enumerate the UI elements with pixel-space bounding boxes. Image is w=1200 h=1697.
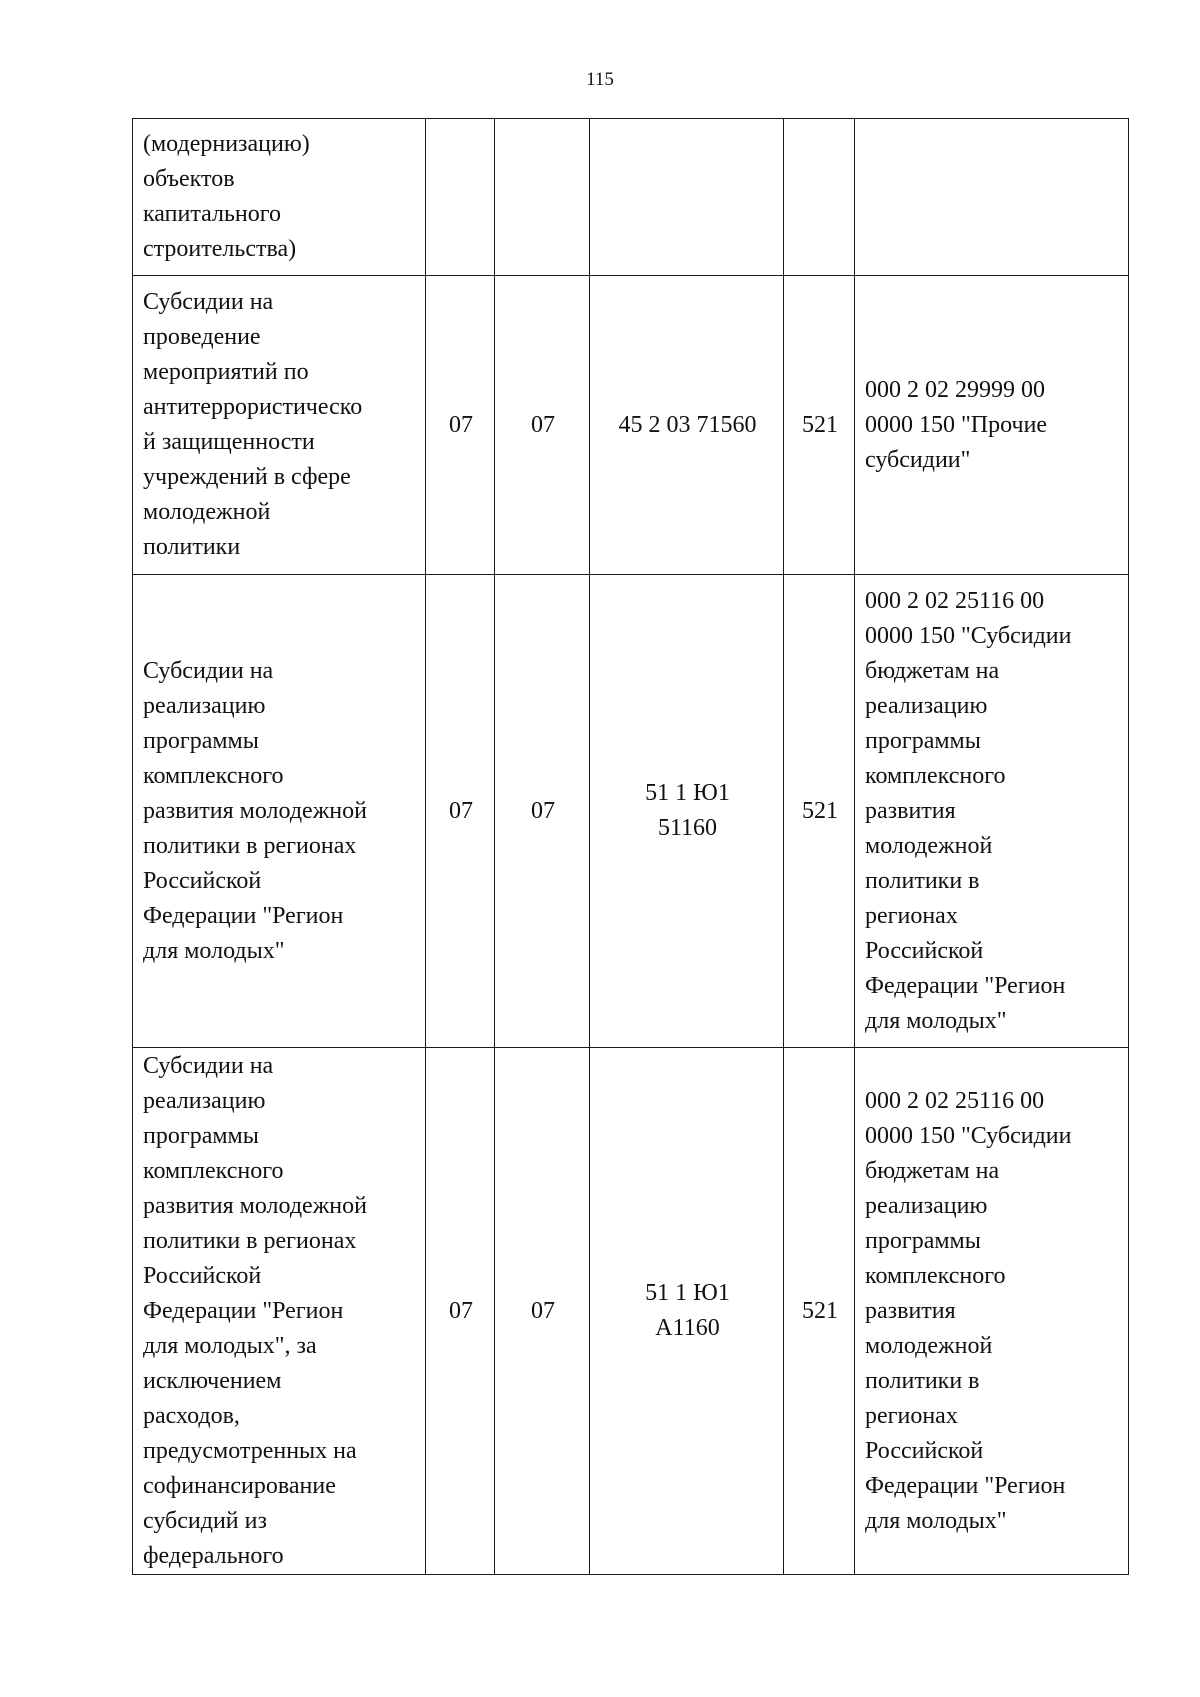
section-cell: [426, 119, 495, 276]
target-article-cell: 51 1 Ю1 А1160: [590, 1048, 784, 1575]
budget-table: [132, 118, 1129, 1575]
expense-type-cell: [784, 119, 855, 276]
page-number: 115: [586, 69, 614, 90]
target-article-cell: 51 1 Ю1 51160: [590, 575, 784, 1048]
table-row: [133, 276, 1129, 575]
expense-type-cell: 521: [784, 1048, 855, 1575]
table-row: [133, 119, 1129, 276]
expense-type-cell: 521: [784, 575, 855, 1048]
revenue-code-cell: 000 2 02 25116 00 0000 150 "Субсидии бюджетам на реализацию программы комплексного развития молодежной политики в регионах Российской Федерации "Регион для молодых": [855, 575, 1129, 1048]
row-name-cell: (модернизацию) объектов капитального строительства): [133, 119, 426, 276]
table-row: [133, 1048, 1129, 1575]
revenue-code-cell: 000 2 02 29999 00 0000 150 "Прочие субсидии": [855, 276, 1129, 575]
row-name-cell: Субсидии на реализацию программы комплексного развития молодежной политики в регионах Российской Федерации "Регион для молодых", за исключением расходов, предусмотренных на софинансирование субсидий из федерального: [133, 1048, 426, 1575]
subsection-cell: 07: [495, 276, 590, 575]
section-cell: 07: [426, 575, 495, 1048]
row-name-cell: Субсидии на реализацию программы комплексного развития молодежной политики в регионах Российской Федерации "Регион для молодых": [133, 575, 426, 1048]
row-name-cell: Субсидии на проведение мероприятий по антитеррористическо й защищенности учреждений в сфере молодежной политики: [133, 276, 426, 575]
expense-type-cell: 521: [784, 276, 855, 575]
subsection-cell: 07: [495, 575, 590, 1048]
section-cell: 07: [426, 1048, 495, 1575]
table-row: [133, 575, 1129, 1048]
subsection-cell: [495, 119, 590, 276]
revenue-code-cell: 000 2 02 25116 00 0000 150 "Субсидии бюджетам на реализацию программы комплексного развития молодежной политики в регионах Российской Федерации "Регион для молодых": [855, 1048, 1129, 1575]
revenue-code-cell: [855, 119, 1129, 276]
section-cell: 07: [426, 276, 495, 575]
target-article-cell: [590, 119, 784, 276]
target-article-cell: 45 2 03 71560: [590, 276, 784, 575]
subsection-cell: 07: [495, 1048, 590, 1575]
